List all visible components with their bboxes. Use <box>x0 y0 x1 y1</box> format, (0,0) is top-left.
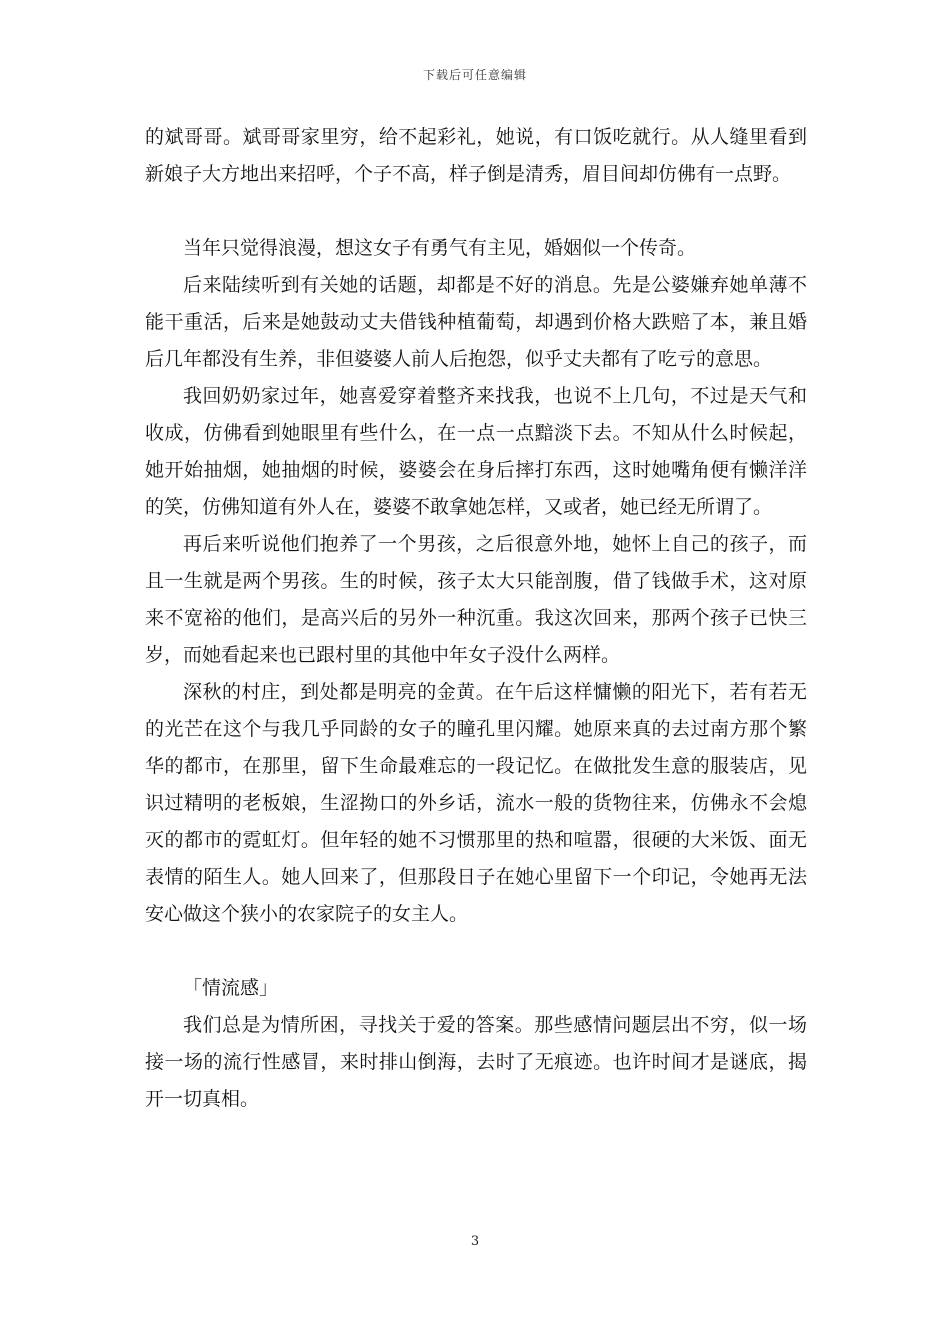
paragraph: 再后来听说他们抱养了一个男孩，之后很意外地，她怀上自己的孩子，而且一生就是两个男孩。生的时候，孩子太大只能剖腹，借了钱做手术，这对原来不宽裕的他们，是高兴后的另外一种沉重。我这次回来，那两个孩子已快三岁，而她看起来也已跟村里的其他中年女子没什么两样。 <box>145 533 807 666</box>
paragraph: 当年只觉得浪漫，想这女子有勇气有主见，婚姻似一个传奇。 <box>183 237 697 259</box>
paragraph-continuation: 的斌哥哥。斌哥哥家里穷，给不起彩礼，她说，有口饭吃就行。从人缝里看到新娘子大方地出来招呼，个子不高，样子倒是清秀，眉目间却仿佛有一点野。 <box>145 126 807 185</box>
paragraph: 我们总是为情所困，寻找关于爱的答案。那些感情问题层出不穷，似一场接一场的流行性感冒，来时排山倒海，去时了无痕迹。也许时间才是谜底，揭开一切真相。 <box>145 1014 807 1110</box>
document-body <box>145 119 807 1118</box>
paragraph: 后来陆续听到有关她的话题，却都是不好的消息。先是公婆嫌弃她单薄不能干重活，后来是她鼓动丈夫借钱种植葡萄，却遇到价格大跌赔了本，兼且婚后几年都没有生养，非但婆婆人前人后抱怨，似乎丈夫都有了吃亏的意思。 <box>145 274 807 370</box>
section-heading: 「情流感」 <box>183 977 279 999</box>
page-header: 下载后可任意编辑 <box>422 68 527 82</box>
paragraph: 我回奶奶家过年，她喜爱穿着整齐来找我，也说不上几句，不过是天气和收成，仿佛看到她眼里有些什么，在一点一点黯淡下去。不知从什么时候起，她开始抽烟，她抽烟的时候，婆婆会在身后摔打东西，这时她嘴角便有懒洋洋的笑，仿佛知道有外人在，婆婆不敢拿她怎样，又或者，她已经无所谓了。 <box>145 385 807 518</box>
page-number: 3 <box>470 1234 480 1249</box>
paragraph: 深秋的村庄，到处都是明亮的金黄。在午后这样慵懒的阳光下，若有若无的光芒在这个与我几乎同龄的女子的瞳孔里闪耀。她原来真的去过南方那个繁华的都市，在那里，留下生命最难忘的一段记忆。在做批发生意的服装店，见识过精明的老板娘，生涩拗口的外乡话，流水一般的货物往来，仿佛永不会熄灭的都市的霓虹灯。但年轻的她不习惯那里的热和喧嚣，很硬的大米饭、面无表情的陌生人。她人回来了，但那段日子在她心里留下一个印记，令她再无法安心做这个狭小的农家院子的女主人。 <box>145 681 807 925</box>
